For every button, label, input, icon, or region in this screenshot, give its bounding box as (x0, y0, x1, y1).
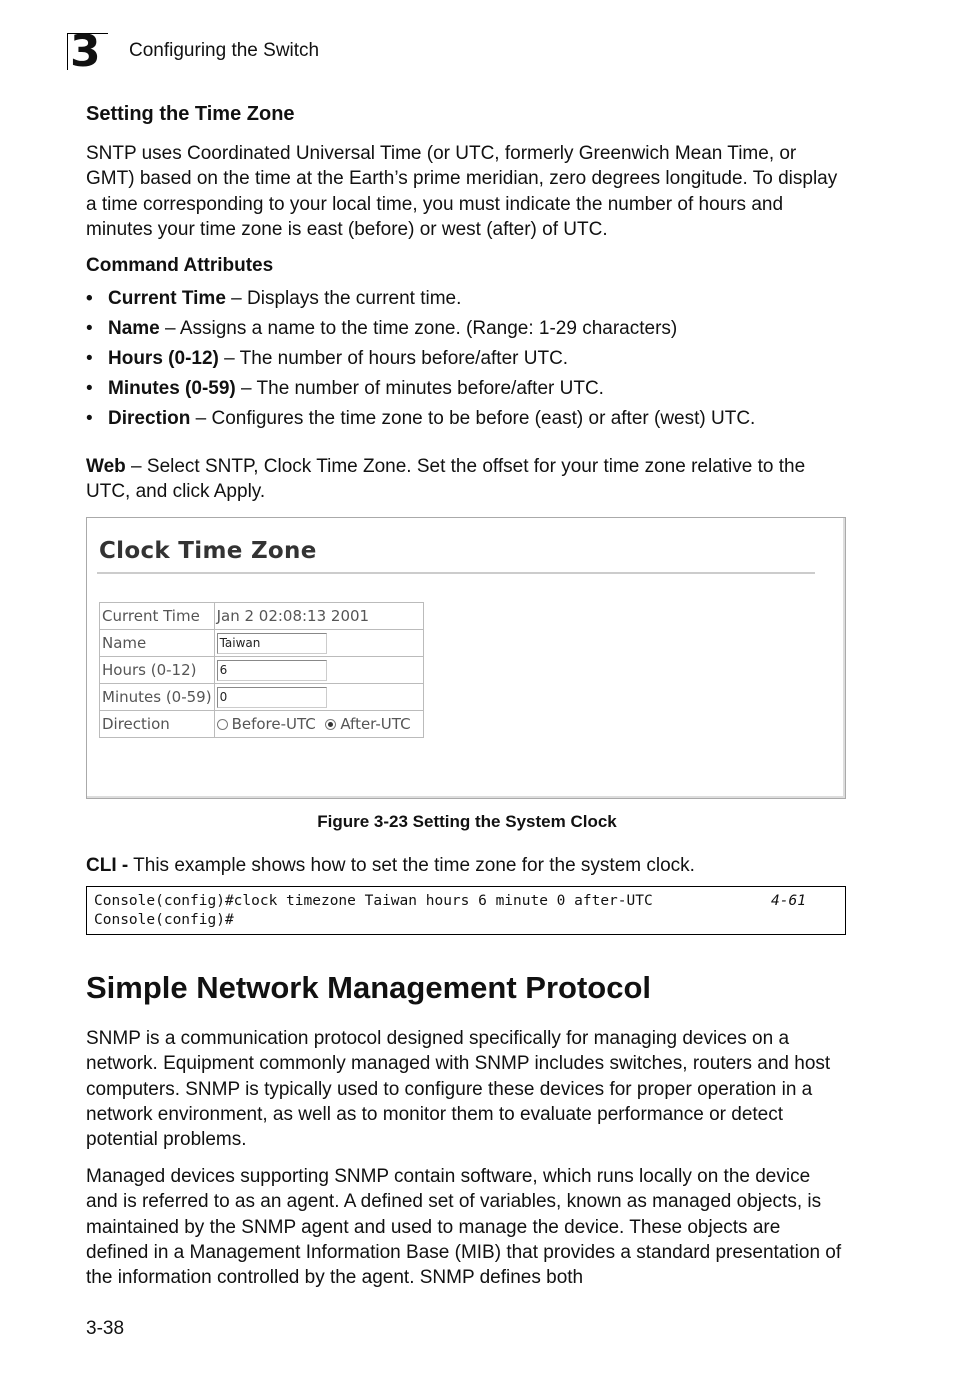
snmp-paragraph-1: SNMP is a communication protocol designed specifically for managing devices on a network. Equipment commonly managed with SNMP includes switches, routers and host computers. SNMP is typically used to configure these devices for proper operation in a network environment, as well as to monitor them to evaluate performance or detect potential problems. (86, 1028, 831, 1151)
clock-settings-table (99, 602, 424, 738)
cli-code-block (86, 886, 846, 935)
table-row (100, 630, 424, 657)
panel-title: Clock Time Zone (99, 538, 317, 564)
name-input[interactable]: Taiwan (217, 633, 327, 654)
web-text: – Select SNTP, Clock Time Zone. Set the offset for your time zone relative to the UTC, and click Apply. (86, 456, 806, 503)
after-utc-label: After-UTC (340, 715, 411, 733)
after-utc-radio[interactable] (325, 719, 336, 730)
cli-label: CLI - (86, 855, 129, 876)
code-line: Console(config)#clock timezone Taiwan hours 6 minute 0 after-UTC (94, 893, 653, 909)
cli-paragraph (86, 853, 846, 878)
direction-label: Direction (100, 711, 215, 738)
clock-time-zone-screenshot (86, 517, 846, 799)
list-item: • Minutes (0-59) – The number of minutes before/after UTC. (86, 378, 604, 399)
name-label: Name (100, 630, 215, 657)
code-line: Console(config)# (94, 912, 234, 928)
attributes-list (86, 287, 856, 437)
running-header-title: Configuring the Switch (129, 40, 320, 61)
snmp-heading: Simple Network Management Protocol (86, 970, 651, 1005)
intro-paragraph: SNTP uses Coordinated Universal Time (or UTC, formerly Greenwich Mean Time, or GMT) based on the time at the Earth’s prime meridian, zero degrees longitude. To display a time corresponding to your local time, you must indicate the number of hours and minutes your time zone is east (before) or west (after) of UTC. (86, 143, 838, 240)
attributes-heading: Command Attributes (86, 255, 274, 276)
attribute-desc: – Configures the time zone to be before (east) or after (west) UTC. (190, 408, 756, 429)
table-row (100, 711, 424, 738)
current-time-value: Jan 2 02:08:13 2001 (214, 603, 423, 630)
list-item: • Direction – Configures the time zone to be before (east) or after (west) UTC. (86, 408, 756, 429)
attribute-term: Name (108, 318, 160, 339)
attribute-term: Current Time (108, 288, 226, 309)
minutes-input[interactable]: 0 (217, 687, 327, 708)
before-utc-radio[interactable] (217, 719, 228, 730)
code-reference: 4-61 (771, 893, 806, 909)
before-utc-label: Before-UTC (231, 715, 316, 733)
table-row (100, 603, 424, 630)
attribute-desc: – Assigns a name to the time zone. (Range: 1-29 characters) (159, 318, 678, 339)
snmp-paragraph-2: Managed devices supporting SNMP contain software, which runs locally on the device and is referred to as an agent. A defined set of variables, known as managed objects, is maintained by the SNMP agent and used to manage the device. These objects are defined in a Management Information Base (MIB) that provides a standard presentation of the information controlled by the agent. SNMP defines both (86, 1166, 842, 1289)
attribute-desc: – The number of hours before/after UTC. (218, 348, 569, 369)
cli-text: This example shows how to set the time zone for the system clock. (128, 855, 695, 876)
attribute-term: Hours (0-12) (108, 348, 219, 369)
attribute-desc: – The number of minutes before/after UTC. (235, 378, 604, 399)
current-time-label: Current Time (100, 603, 215, 630)
list-item: • Hours (0-12) – The number of hours before/after UTC. (86, 348, 569, 369)
attribute-term: Minutes (0-59) (108, 378, 236, 399)
web-paragraph (86, 454, 846, 505)
page-number: 3-38 (86, 1318, 125, 1339)
web-label: Web (86, 456, 126, 477)
chapter-number: 3 (70, 26, 101, 77)
panel-divider (97, 572, 815, 574)
list-item: • Current Time – Displays the current time. (86, 288, 462, 309)
attribute-desc: – Displays the current time. (225, 288, 462, 309)
attribute-term: Direction (108, 408, 191, 429)
minutes-label: Minutes (0-59) (100, 684, 215, 711)
table-row (100, 684, 424, 711)
section-heading: Setting the Time Zone (86, 103, 295, 125)
figure-caption: Figure 3-23 Setting the System Clock (317, 812, 617, 831)
list-item: • Name – Assigns a name to the time zone. (Range: 1-29 characters) (86, 318, 678, 339)
hours-input[interactable]: 6 (217, 660, 327, 681)
hours-label: Hours (0-12) (100, 657, 215, 684)
table-row (100, 657, 424, 684)
